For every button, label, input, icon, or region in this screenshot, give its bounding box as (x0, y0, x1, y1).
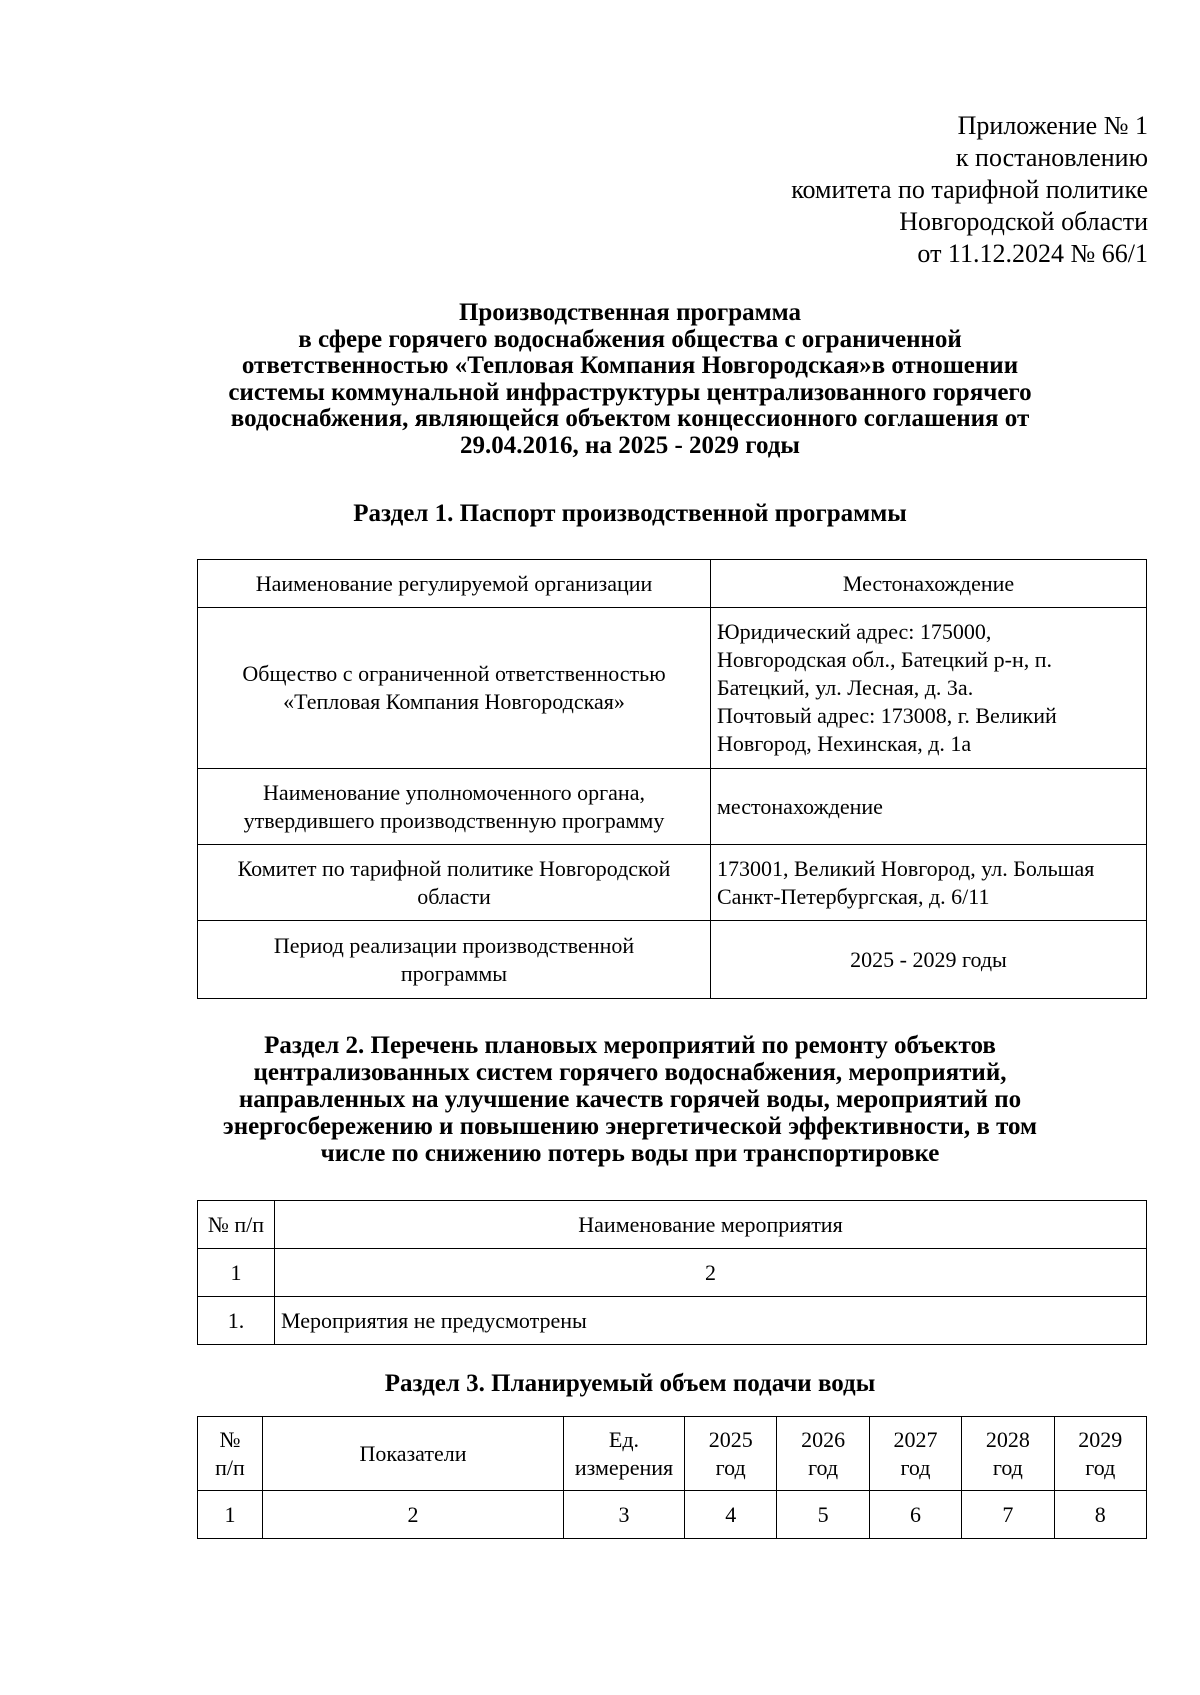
header-line: год (808, 1454, 839, 1480)
header-line: год (715, 1454, 746, 1480)
volume-numbering-cell: 1 (198, 1491, 263, 1539)
section2-heading-line: Раздел 2. Перечень плановых мероприятий по ремонту объектов (264, 1032, 996, 1059)
authority-name-line: области (417, 883, 491, 909)
measures-header-name: Наименование мероприятия (275, 1201, 1147, 1249)
volume-header-year (685, 1417, 777, 1491)
measure-num: 1. (198, 1297, 275, 1345)
passport-header-location: Местонахождение (711, 560, 1147, 608)
header-line: год (900, 1454, 931, 1480)
period-label-cell (198, 921, 711, 999)
passport-table (197, 559, 1147, 999)
volume-header-year (869, 1417, 961, 1491)
org-address-line: Юридический адрес: 175000, (717, 619, 992, 644)
authority-location-label: местонахождение (711, 769, 1147, 845)
title-line: системы коммунальной инфраструктуры централизованного горячего (228, 378, 1032, 406)
authority-name-line: Комитет по тарифной политике Новгородской (237, 855, 671, 881)
table-row (198, 1249, 1147, 1297)
appendix-reference (728, 110, 1148, 270)
org-address-line: Новгород, Нехинская, д. 1а (717, 731, 972, 756)
volume-numbering-cell: 2 (263, 1491, 564, 1539)
table-row (198, 560, 1147, 608)
title-line: ответственностью «Тепловая Компания Новгородская»в отношении (241, 352, 1019, 379)
volume-header-year (962, 1417, 1054, 1491)
org-name-line: Общество с ограниченной ответственностью (242, 661, 666, 686)
org-name-cell (198, 608, 711, 769)
volume-numbering-cell: 6 (869, 1491, 961, 1539)
measures-table (197, 1200, 1147, 1345)
header-line: 2025 (708, 1426, 753, 1452)
authority-name-cell (198, 845, 711, 921)
table-row (198, 1491, 1147, 1539)
section2-heading (180, 1032, 1080, 1167)
volume-header-indicator: Показатели (263, 1417, 564, 1491)
appendix-line: Приложение № 1 (957, 111, 1148, 140)
document-title (190, 300, 1070, 459)
section2-heading-line: централизованных систем горячего водоснабжения, мероприятий, (253, 1059, 1007, 1086)
volume-numbering-cell: 7 (962, 1491, 1054, 1539)
measure-name: Мероприятия не предусмотрены (275, 1297, 1147, 1345)
header-line: Ед. (608, 1426, 640, 1452)
section3-heading (180, 1370, 1080, 1397)
volume-numbering-cell: 8 (1054, 1491, 1146, 1539)
header-line: год (1085, 1454, 1116, 1480)
table-row (198, 769, 1147, 845)
authority-address-cell (711, 845, 1147, 921)
volume-header-unit (564, 1417, 685, 1491)
table-row (198, 921, 1147, 999)
authority-label-cell (198, 769, 711, 845)
volume-numbering-cell: 3 (564, 1491, 685, 1539)
authority-label-line: утвердившего производственную программу (243, 807, 665, 833)
section1-heading-text: Раздел 1. Паспорт производственной программы (353, 500, 907, 527)
volume-numbering-cell: 4 (685, 1491, 777, 1539)
header-line: измерения (574, 1454, 674, 1480)
table-row (198, 845, 1147, 921)
header-line: № (219, 1426, 241, 1452)
period-label-line: программы (400, 960, 508, 986)
appendix-line: от 11.12.2024 № 66/1 (917, 239, 1148, 268)
appendix-line: комитета по тарифной политике (791, 175, 1148, 204)
table-row (198, 1417, 1147, 1491)
passport-header-org: Наименование регулируемой организации (198, 560, 711, 608)
measures-numbering-cell: 2 (275, 1249, 1147, 1297)
org-address-cell (711, 608, 1147, 769)
header-line: 2026 (801, 1426, 846, 1452)
section2-heading-line: числе по снижению потерь воды при транспортировке (320, 1140, 940, 1167)
volume-header-year (777, 1417, 869, 1491)
header-line: год (992, 1454, 1023, 1480)
section2-heading-line: энергосбережению и повышению энергетической эффективности, в том (222, 1113, 1038, 1140)
appendix-line: Новгородской области (899, 207, 1148, 236)
appendix-line: к постановлению (955, 143, 1148, 172)
table-row (198, 1297, 1147, 1345)
volume-header-num (198, 1417, 263, 1491)
org-address-line: Новгородская обл., Батецкий р-н, п. (717, 647, 1053, 672)
volume-numbering-cell: 5 (777, 1491, 869, 1539)
header-line: 2027 (893, 1426, 938, 1452)
authority-address-line: 173001, Великий Новгород, ул. Большая (717, 855, 1095, 881)
authority-label-line: Наименование уполномоченного органа, (263, 779, 645, 805)
title-line: в сфере горячего водоснабжения общества с ограниченной (298, 325, 962, 353)
header-line: 2029 (1078, 1426, 1123, 1452)
org-address-line: Почтовый адрес: 173008, г. Великий (717, 703, 1057, 728)
period-label-line: Период реализации производственной (273, 932, 635, 958)
org-name-line: «Тепловая Компания Новгородская» (283, 689, 625, 714)
section2-heading-line: направленных на улучшение качеств горячей воды, мероприятий по (238, 1086, 1022, 1113)
table-row (198, 1201, 1147, 1249)
org-address-line: Батецкий, ул. Лесная, д. 3а. (717, 675, 974, 700)
volume-header-year (1054, 1417, 1146, 1491)
authority-address-line: Санкт-Петербургская, д. 6/11 (717, 883, 990, 909)
title-line: водоснабжения, являющейся объектом концессионного соглашения от (230, 405, 1030, 432)
section1-heading (180, 500, 1080, 527)
period-value: 2025 - 2029 годы (711, 921, 1147, 999)
table-row (198, 608, 1147, 769)
measures-header-num: № п/п (198, 1201, 275, 1249)
water-volume-table (197, 1416, 1147, 1539)
measures-numbering-cell: 1 (198, 1249, 275, 1297)
title-line: 29.04.2016, на 2025 - 2029 годы (460, 431, 800, 459)
header-line: 2028 (985, 1426, 1030, 1452)
header-line: п/п (215, 1454, 245, 1480)
title-line: Производственная программа (458, 299, 802, 326)
section3-heading-text: Раздел 3. Планируемый объем подачи воды (384, 1370, 876, 1397)
